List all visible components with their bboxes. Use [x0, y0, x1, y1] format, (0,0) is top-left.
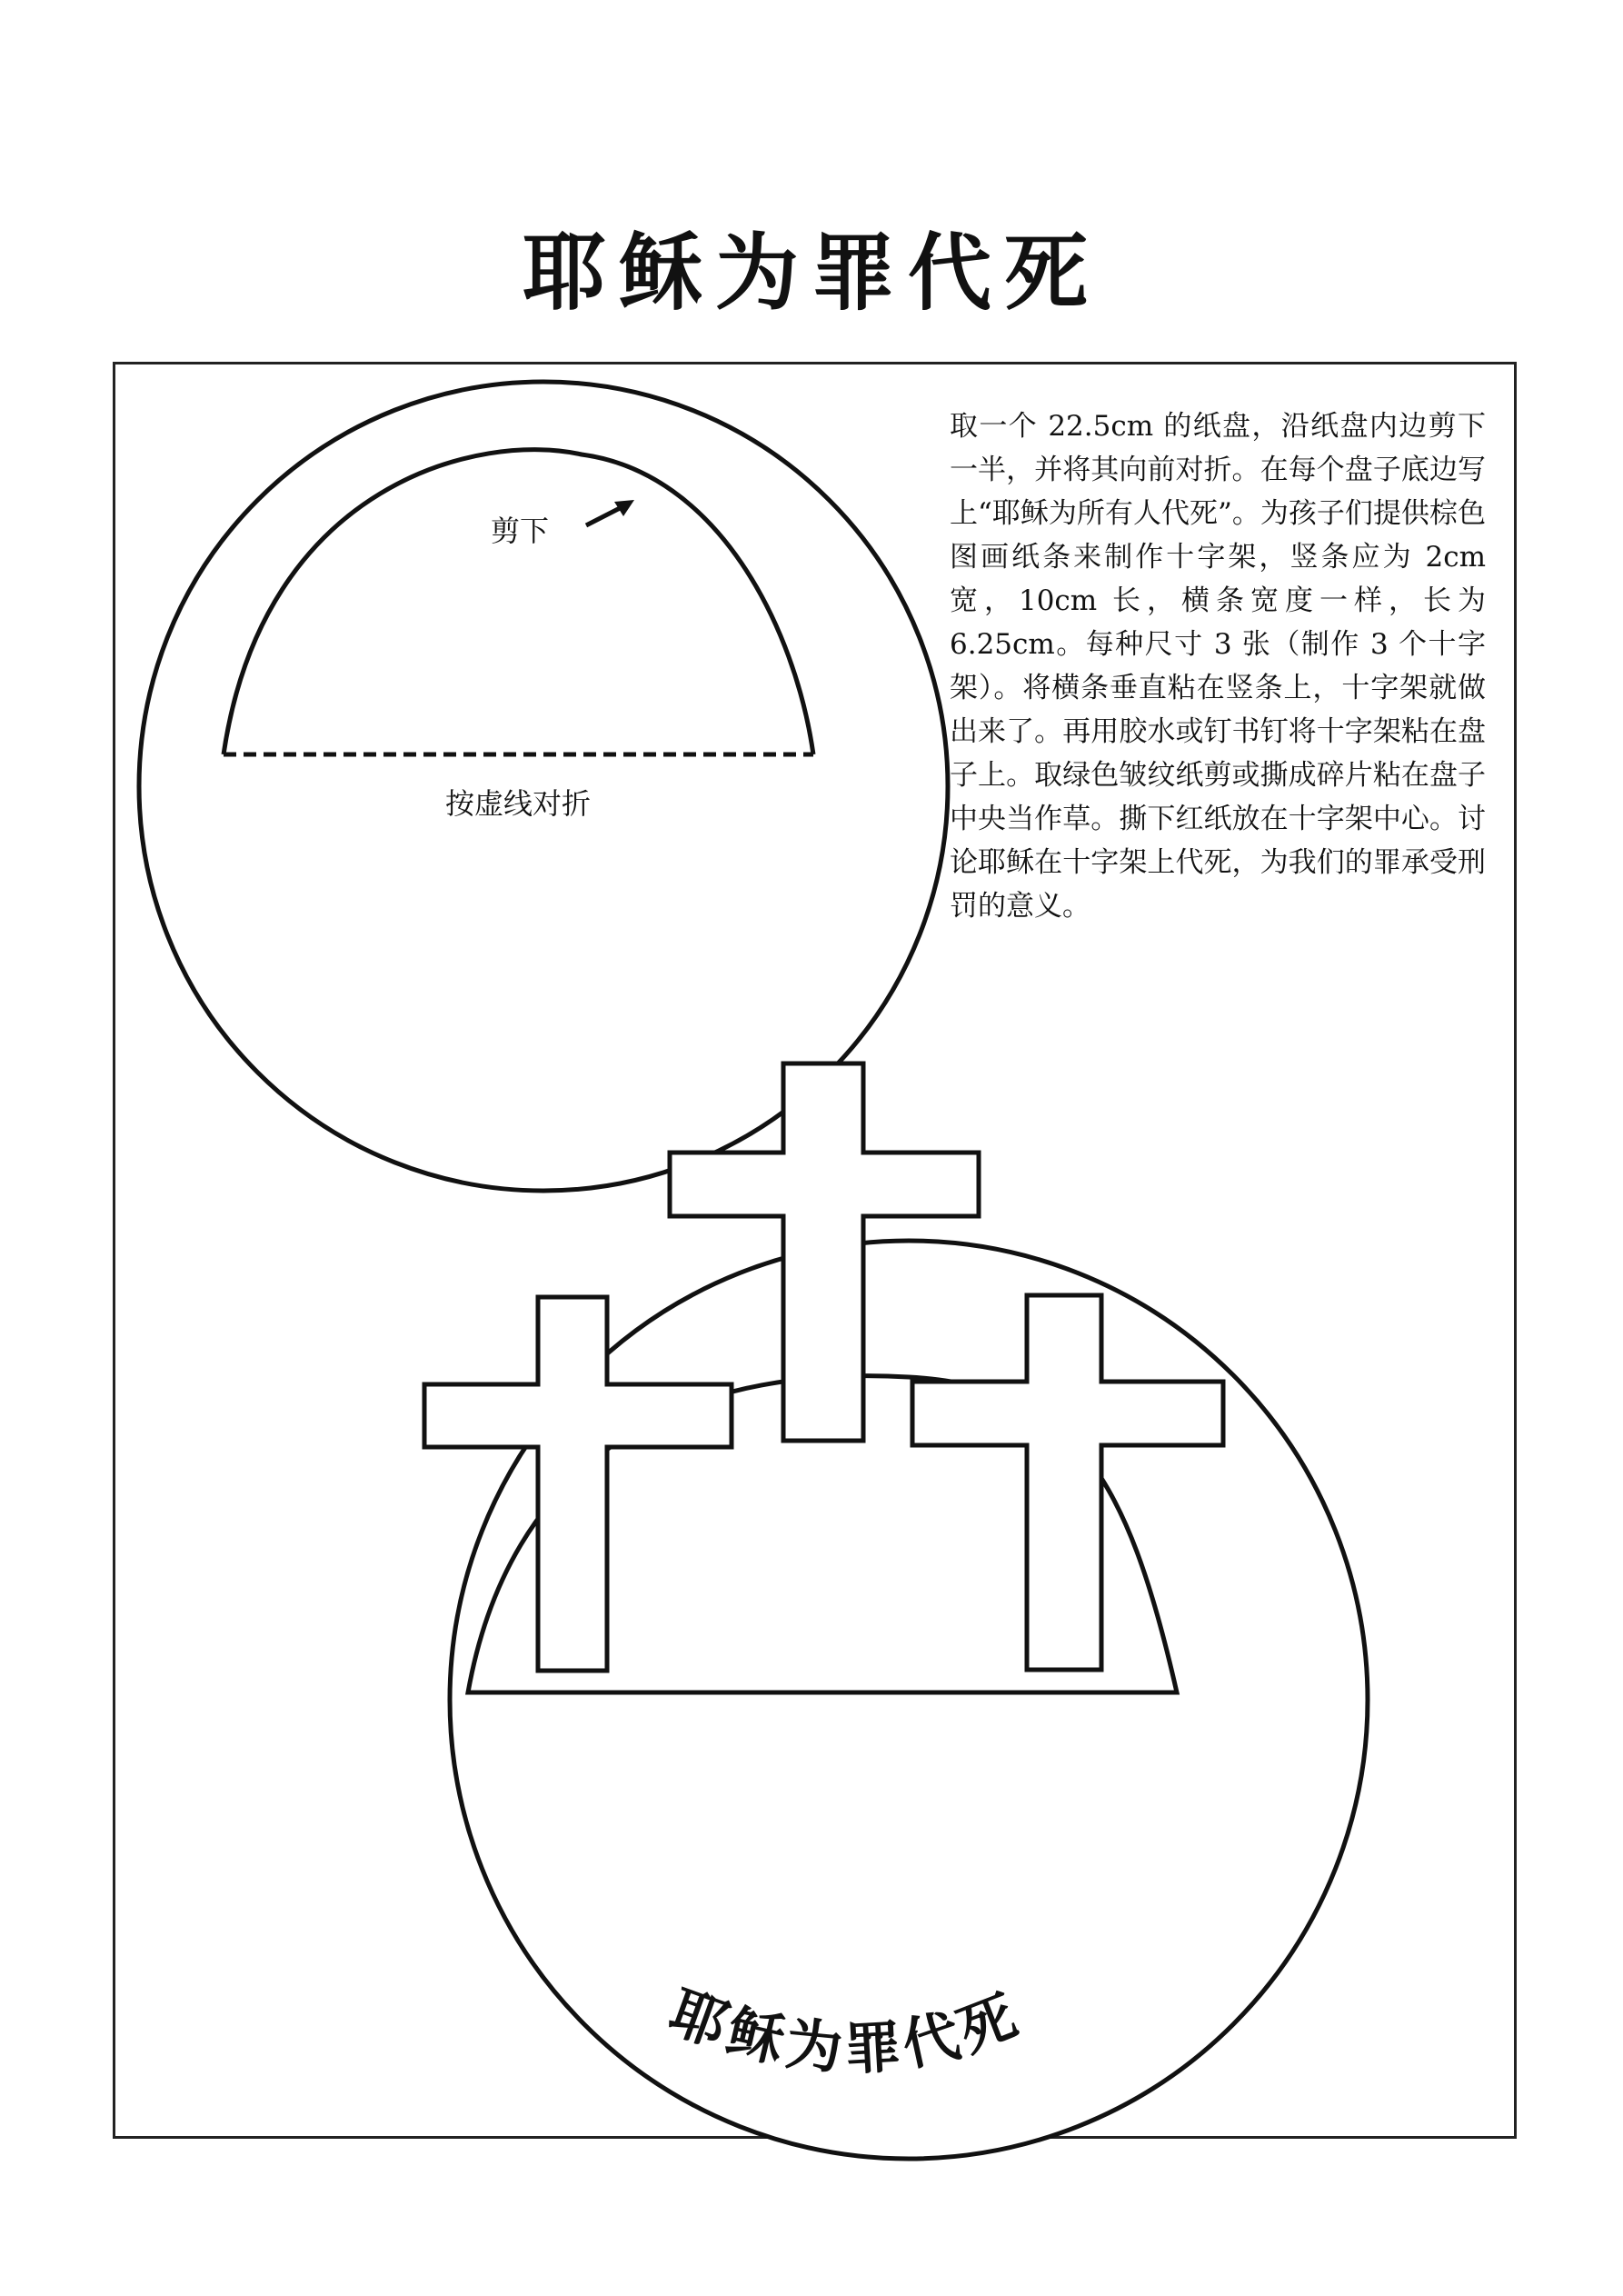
plate-caption-text: 耶稣为罪代死: [661, 1978, 1031, 2083]
cut-label: 剪下: [491, 514, 550, 548]
instructions-text: 取一个 22.5cm 的纸盘，沿纸盘内边剪下一半，并将其向前对折。在每个盘子底边写上“耶稣为所有人代死”。为孩子们提供棕色图画纸条来制作十字架，竖条应为 2cm 宽，10cm 长，横条宽度一样，长为 6.25cm。每种尺寸 3 张（制作 3 个十字架）。将横条垂直粘在竖条上，十字架就做出来了。再用胶水或钉书钉将十字架粘在盘子上。取绿色皱纹纸剪或撕成碎片粘在盘子中央当作草。撕下红纸放在十字架中心。讨论耶稣在十字架上代死，为我们的罪承受刑罚的意义。: [950, 410, 1486, 923]
fold-label: 按虚线对折: [445, 786, 592, 821]
page-title: 耶稣为罪代死: [522, 225, 1100, 322]
